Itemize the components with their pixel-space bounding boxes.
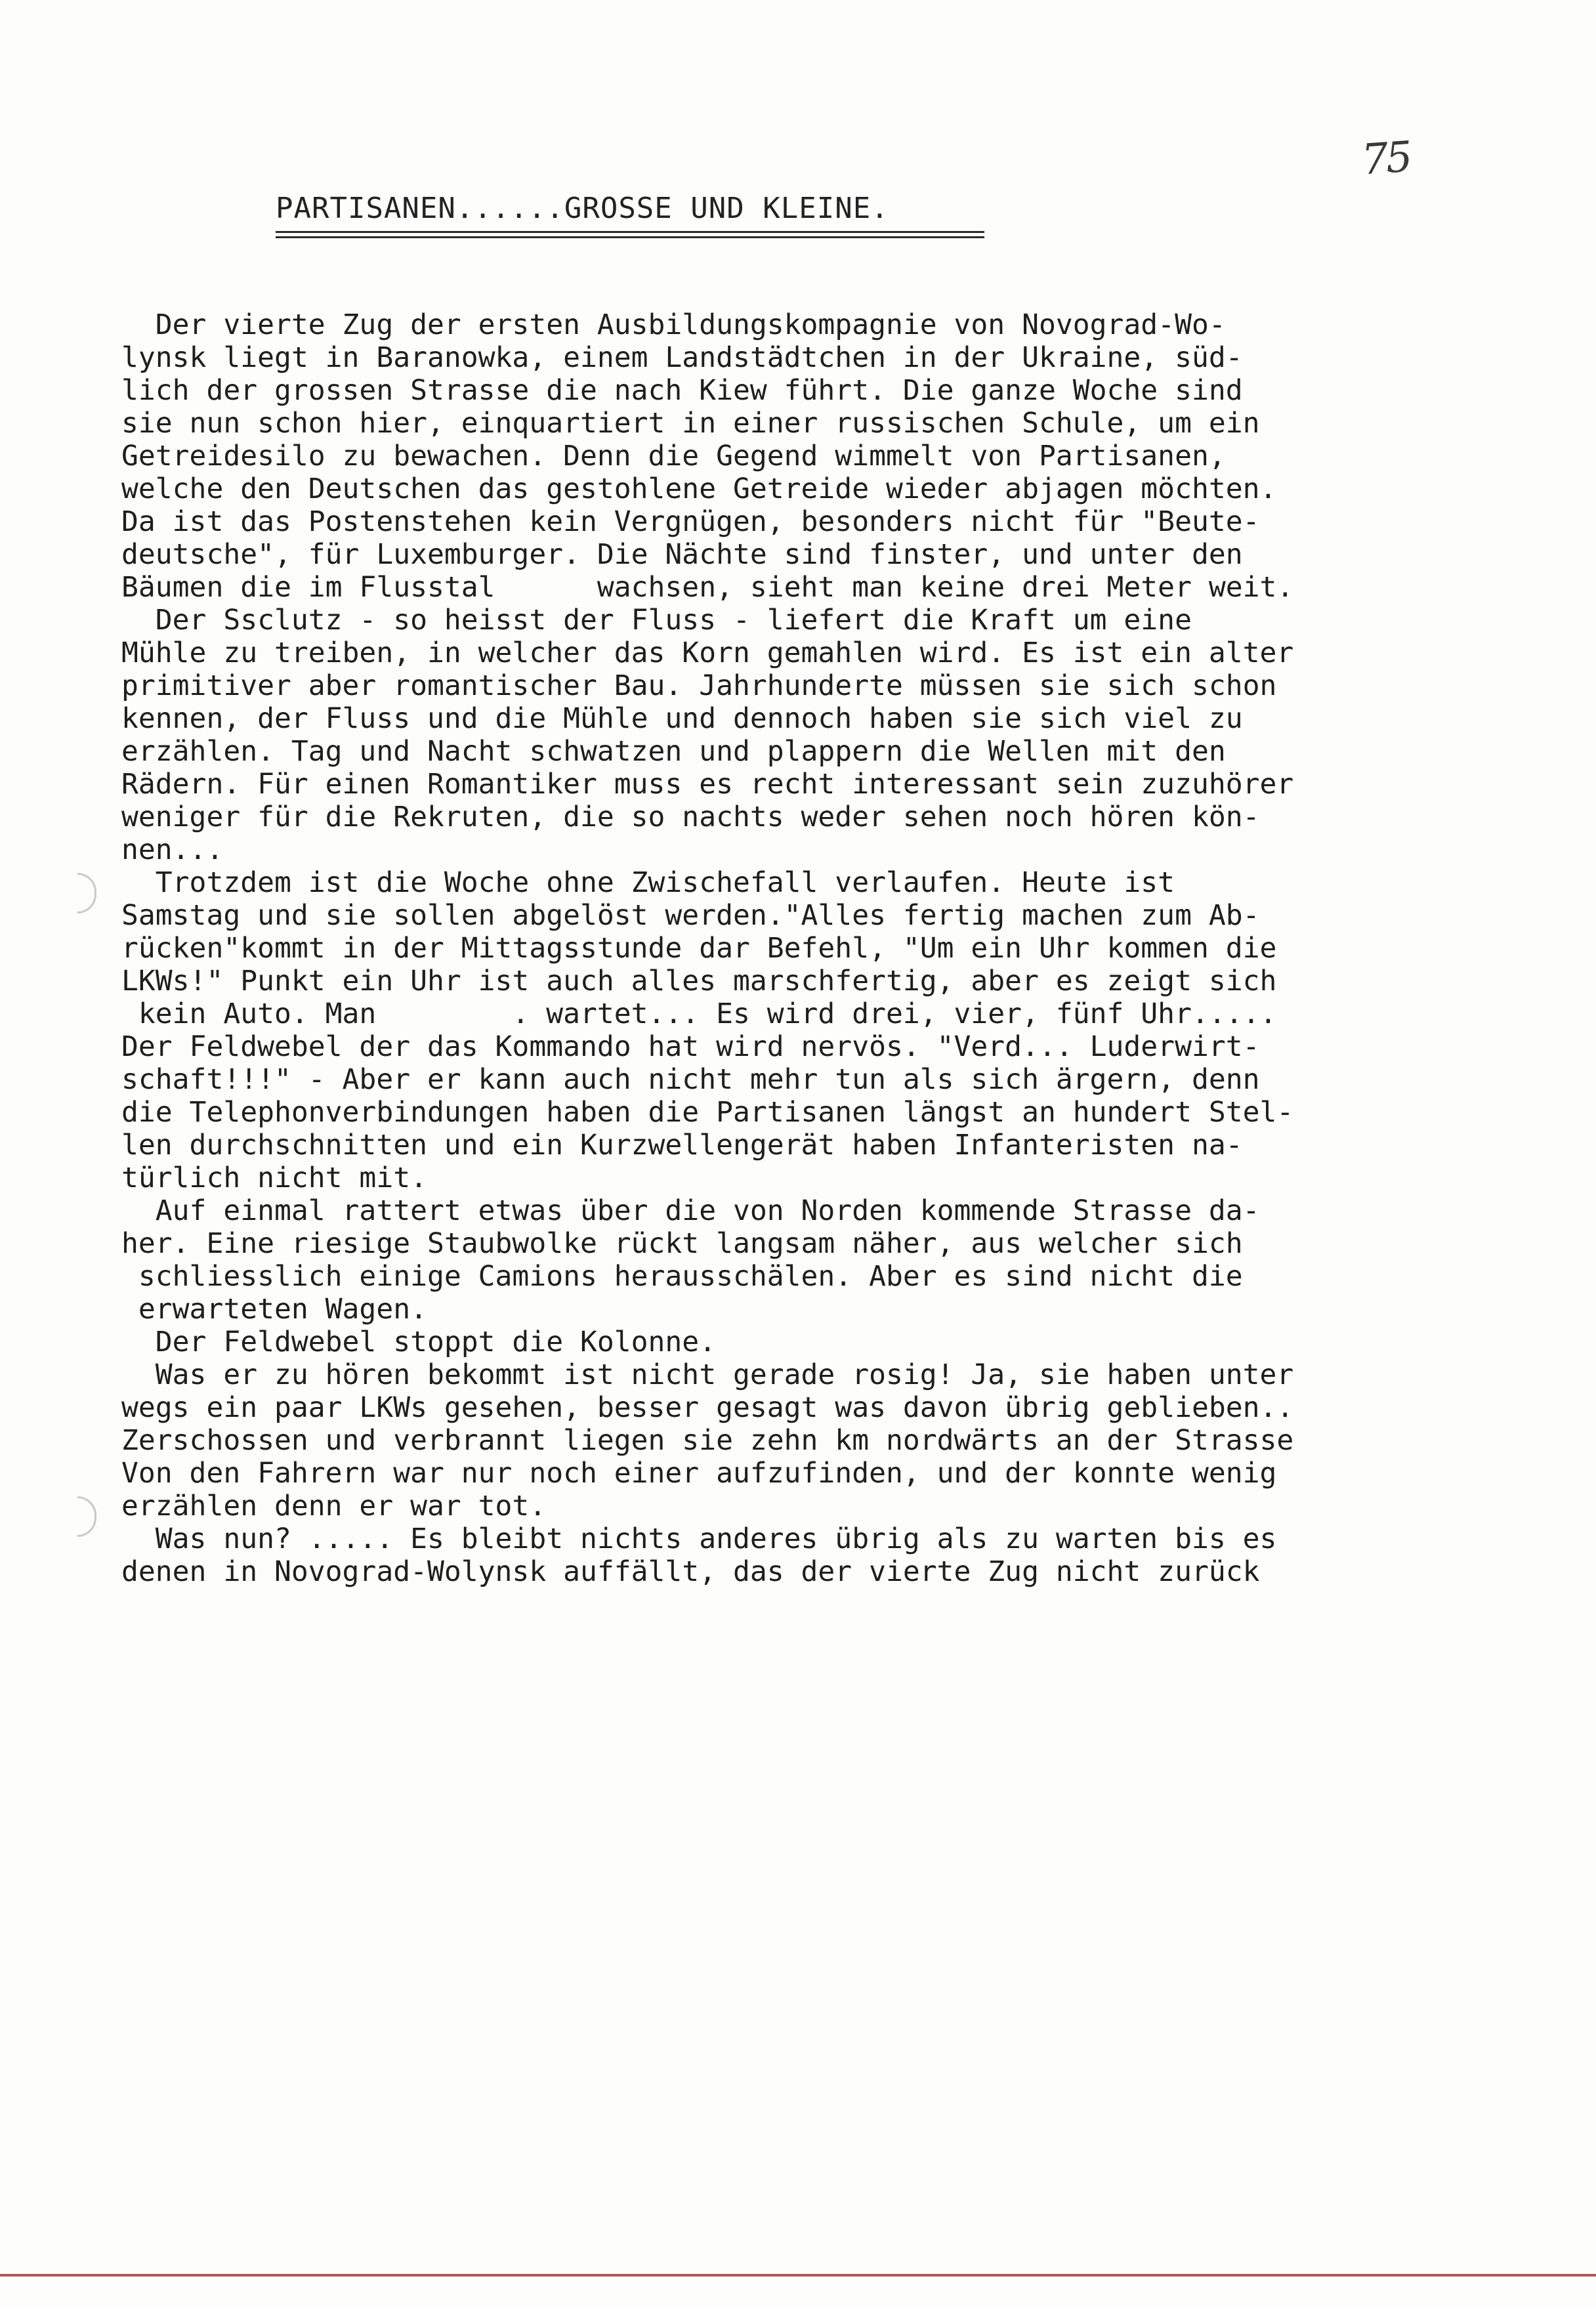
punch-hole-mark [77, 1496, 96, 1537]
text-line: Samstag und sie sollen abgelöst werden."Alles fertig machen zum Ab- [121, 899, 1260, 932]
text-line: sie nun schon hier, einquartiert in einer russischen Schule, um ein [121, 407, 1260, 440]
text-line: schliesslich einige Camions herausschälen. Aber es sind nicht die [121, 1260, 1243, 1293]
text-line: wegs ein paar LKWs gesehen, besser gesagt was davon übrig geblieben.. [121, 1391, 1294, 1424]
text-line: erzählen denn er war tot. [121, 1490, 547, 1522]
text-line: lich der grossen Strasse die nach Kiew führt. Die ganze Woche sind [121, 374, 1243, 407]
text-line: türlich nicht mit. [121, 1162, 427, 1194]
text-line: kein Auto. Man . wartet... Es wird drei, vier, fünf Uhr..... [121, 998, 1277, 1030]
title-underline-double [276, 236, 984, 238]
text-line: Von den Fahrern war nur noch einer aufzufinden, und der konnte wenig [121, 1457, 1277, 1490]
text-line: her. Eine riesige Staubwolke rückt langsam näher, aus welcher sich [121, 1227, 1243, 1260]
footer-rule [0, 2274, 1596, 2277]
text-line: Was er zu hören bekommt ist nicht gerade rosig! Ja, sie haben unter [121, 1358, 1294, 1391]
text-line: Mühle zu treiben, in welcher das Korn gemahlen wird. Es ist ein alter [121, 637, 1294, 669]
text-line: Der Feldwebel stoppt die Kolonne. [121, 1326, 717, 1358]
body-text [121, 308, 1532, 1588]
text-line: erwarteten Wagen. [121, 1293, 427, 1326]
text-line: deutsche", für Luxemburger. Die Nächte sind finster, und unter den [121, 538, 1243, 571]
text-line: Da ist das Postenstehen kein Vergnügen, besonders nicht für "Beute- [121, 505, 1260, 538]
text-line: schaft!!!" - Aber er kann auch nicht mehr tun als sich ärgern, denn [121, 1063, 1260, 1096]
text-line: Auf einmal rattert etwas über die von Norden kommende Strasse da- [121, 1194, 1260, 1227]
text-line: Der Ssclutz - so heisst der Fluss - liefert die Kraft um eine [121, 604, 1192, 637]
punch-hole-mark [77, 873, 96, 914]
text-line: nen... [121, 833, 224, 866]
text-line: die Telephonverbindungen haben die Partisanen längst an hundert Stel- [121, 1096, 1294, 1129]
text-line: Der Feldwebel der das Kommando hat wird nervös. "Verd... Luderwirt- [121, 1030, 1260, 1063]
text-line: LKWs!" Punkt ein Uhr ist auch alles marschfertig, aber es zeigt sich [121, 965, 1277, 998]
text-line: Trotzdem ist die Woche ohne Zwischefall verlaufen. Heute ist [121, 866, 1175, 899]
text-line: Zerschossen und verbrannt liegen sie zehn km nordwärts an der Strasse [121, 1424, 1294, 1457]
text-line: Was nun? ..... Es bleibt nichts anderes übrig als zu warten bis es [121, 1522, 1277, 1555]
text-line: erzählen. Tag und Nacht schwatzen und plappern die Wellen mit den [121, 735, 1226, 768]
text-line: Getreidesilo zu bewachen. Denn die Gegend wimmelt von Partisanen, [121, 440, 1226, 472]
text-line: kennen, der Fluss und die Mühle und dennoch haben sie sich viel zu [121, 702, 1243, 735]
page-number: 75 [1360, 133, 1412, 185]
text-line: Bäumen die im Flusstal wachsen, sieht man keine drei Meter weit. [121, 571, 1294, 604]
text-line: lynsk liegt in Baranowka, einem Landstädtchen in der Ukraine, süd- [121, 341, 1243, 374]
text-line: welche den Deutschen das gestohlene Getreide wieder abjagen möchten. [121, 472, 1277, 505]
text-line: Der vierte Zug der ersten Ausbildungskompagnie von Novograd-Wo- [121, 308, 1226, 341]
text-line: rücken"kommt in der Mittagsstunde dar Befehl, "Um ein Uhr kommen die [121, 932, 1277, 965]
title-underline [276, 231, 984, 233]
text-line: len durchschnitten und ein Kurzwellengerät haben Infanteristen na- [121, 1129, 1243, 1162]
text-line: Rädern. Für einen Romantiker muss es recht interessant sein zuzuhörer [121, 768, 1294, 801]
text-line: primitiver aber romantischer Bau. Jahrhunderte müssen sie sich schon [121, 669, 1277, 702]
text-line: weniger für die Rekruten, die so nachts weder sehen noch hören kön- [121, 801, 1260, 833]
document-title: PARTISANEN......GROSSE UND KLEINE. [276, 192, 889, 225]
text-line: denen in Novograd-Wolynsk auffällt, das der vierte Zug nicht zurück [121, 1555, 1260, 1588]
